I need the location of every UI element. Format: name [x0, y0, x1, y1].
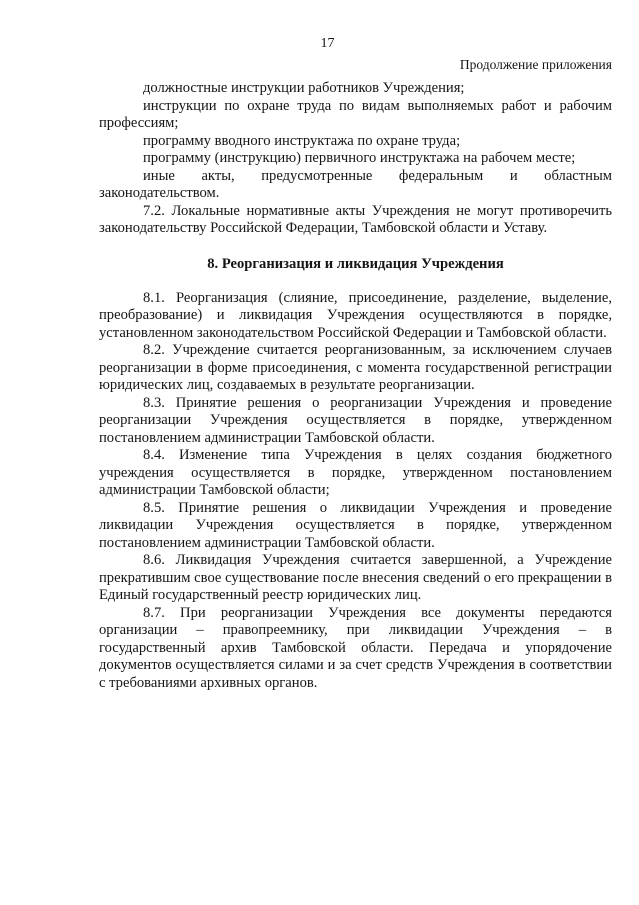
appendix-continuation-note: Продолжение приложения: [459, 57, 612, 72]
list-item: должностные инструкции работников Учреждения;: [143, 80, 465, 96]
paragraph-8-2: 8.2. Учреждение считается реорганизованным, за исключением случаев реорганизации в форме присоединения, с момента государственной регистрации юридических лиц, создаваемых в результате реорганизации.: [99, 342, 612, 393]
list-item: иные акты, предусмотренные федеральным и областным законодательством.: [99, 167, 612, 201]
paragraph-7-2: 7.2. Локальные нормативные акты Учреждения не могут противоречить законодательству Российской Федерации, Тамбовской области и Уставу.: [99, 202, 612, 236]
paragraph-8-4: 8.4. Изменение типа Учреждения в целях создания бюджетного учреждения осуществляется в порядке, утвержденном постановлением администрации Тамбовской области;: [99, 447, 612, 498]
paragraph-8-6: 8.6. Ликвидация Учреждения считается завершенной, а Учреждение прекратившим свое существование после внесения сведений о его прекращении в Единый государственный реестр юридических лиц.: [99, 552, 612, 603]
list-item: инструкции по охране труда по видам выполняемых работ и рабочим профессиям;: [99, 97, 612, 131]
document-body: [99, 80, 612, 692]
paragraph-8-3: 8.3. Принятие решения о реорганизации Учреждения и проведение реорганизации Учреждения осуществляется в порядке, утвержденном постановлением администрации Тамбовской области.: [99, 394, 612, 446]
paragraph-8-5: 8.5. Принятие решения о ликвидации Учреждения и проведение ликвидации Учреждения осуществляется в порядке, утвержденном постановлением администрации Тамбовской области.: [99, 499, 612, 551]
section-heading: 8. Реорганизация и ликвидация Учреждения: [207, 255, 504, 272]
paragraph-8-1: 8.1. Реорганизация (слияние, присоединение, разделение, выделение, преобразование) и ликвидация Учреждения осуществляются в порядке, установленном законодательством Российской Федерации и Тамбовской области.: [99, 289, 612, 341]
paragraph-8-7: 8.7. При реорганизации Учреждения все документы передаются организации – правопреемнику, при ликвидации Учреждения – в государственный архив Тамбовской области. Передача и упорядочение документов осуществляется силами и за счет средств Учреждения в соответствии с требованиями архивных органов.: [99, 604, 612, 691]
page-number: 17: [320, 36, 335, 51]
list-item: программу вводного инструктажа по охране труда;: [143, 132, 461, 149]
list-item: программу (инструкцию) первичного инструктажа на рабочем месте;: [143, 150, 576, 166]
